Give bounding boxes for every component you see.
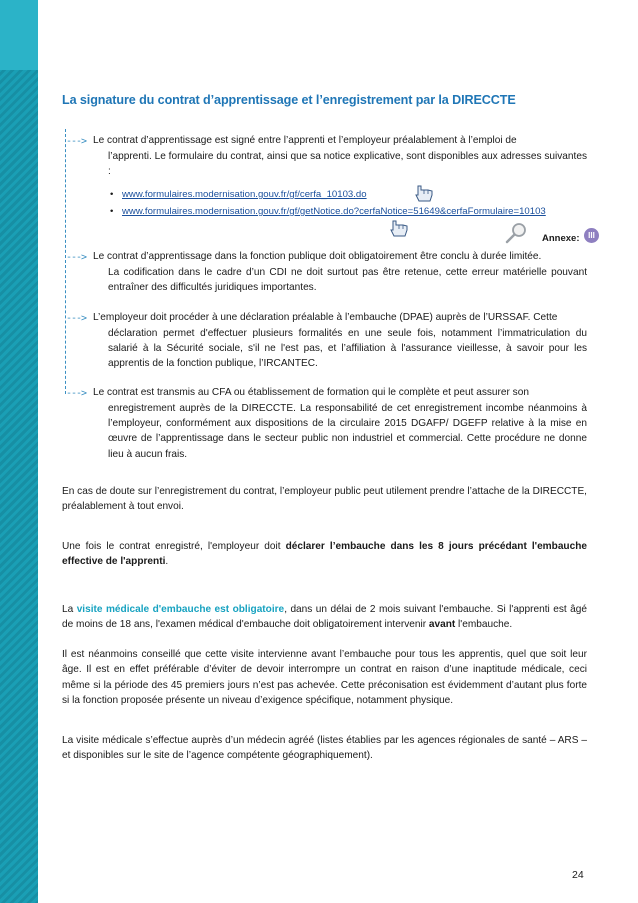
step-1-text: l’apprenti. Le formulaire du contrat, ainsi que sa notice explicative, sont disponibles aux adresses suivantes :	[108, 150, 587, 177]
declaration-emphasis: déclarer l’embauche dans les 8 jours précédant l'embauche effective de l'apprenti	[62, 541, 587, 568]
annexe-badge[interactable]: III	[584, 228, 599, 243]
step-1-first-line: Le contrat d’apprentissage est signé entre l’apprenti et l’employeur préalablement à l’emploi de	[93, 135, 517, 146]
decorative-sidebar	[0, 0, 38, 903]
declaration-paragraph	[62, 539, 587, 570]
step-2-text: La codification dans le cadre d’un CDI ne doit surtout pas être retenue, cette erreur matérielle pouvant entraîner des difficultés juridiques importantes.	[108, 266, 587, 293]
step-4-text: enregistrement auprès de la DIRECCTE. La responsabilité de cet enregistrement incombe néanmoins à l’employeur, conformément aux dispositions de la circulaire 2015 DGAFP/ DGEFP relative à la mise en œuvre de l’apprentissage dans le secteur public non industriel et commercial. Cette procédure ne donne lieu à aucun frais.	[108, 402, 587, 460]
form-link-1[interactable]: • www.formulaires.modernisation.gouv.fr/gf/cerfa_10103.do	[122, 189, 367, 200]
doubt-paragraph: En cas de doute sur l’enregistrement du contrat, l’employeur public peut utilement prendre l’attache de la DIRECCTE, préalablement à tout envoi.	[62, 486, 587, 513]
advice-paragraph: Il est néanmoins conseillé que cette visite intervienne avant l’embauche pour tous les apprentis, quel que soit leur âge. Il est en effet préférable d’éviter de devoir interrompre un contrat en raison d’une inaptitude médicale, ceci même si la période des 45 premiers jours n’est pas achevée. Cette préconisation est évidemment d’autant plus forte si la fonction proposée présente un niveau d’exigence spécifique, notamment physique.	[62, 649, 587, 707]
medical-body: , dans un délai de 2 mois suivant l'embauche. Si l'apprenti est âgé de moins de 18 ans, l'examen médical d'embauche doit obligatoirement intervenir	[62, 604, 587, 631]
sidebar-top-block	[0, 0, 38, 70]
step-3-first-line: L’employeur doit procéder à une déclaration préalable à l’embauche (DPAE) auprès de l’URSSAF. Cette	[93, 312, 558, 323]
medical-intro: La	[62, 604, 77, 615]
step-arrow-icon: --->	[66, 313, 87, 324]
page-number: 24	[572, 869, 584, 881]
step-arrow-icon: --->	[66, 388, 87, 399]
pointing-hand-icon	[390, 219, 410, 237]
medical-emphasis: avant	[428, 619, 456, 631]
declaration-end: .	[165, 556, 169, 568]
pointing-hand-icon	[415, 184, 435, 202]
step-2-first-line: Le contrat d’apprentissage dans la fonction publique doit obligatoirement être conclu à durée limitée.	[93, 251, 542, 262]
annexe-label: Annexe:	[542, 233, 580, 244]
medical-end: l'embauche.	[455, 619, 513, 631]
declaration-intro: Une fois le contrat enregistré, l'employeur doit	[62, 541, 286, 552]
step-4-first-line: Le contrat est transmis au CFA ou établissement de formation qui le complète et peut assurer son	[93, 387, 529, 398]
step-arrow-icon: --->	[66, 252, 87, 263]
form-link-2[interactable]: • www.formulaires.modernisation.gouv.fr/gf/getNotice.do?cerfaNotice=51649&cerfaFormulaire=10103	[122, 206, 546, 217]
medical-visit-paragraph	[62, 602, 587, 633]
doctor-paragraph: La visite médicale s’effectue auprès d’un médecin agréé (listes établies par les agences régionales de santé – ARS – et disponibles sur le site de l’agence compétente géographiquement).	[62, 735, 587, 762]
step-3-text: déclaration permet d'effectuer plusieurs formalités en une seule fois, notamment l’immatriculation du salarié à la Sécurité sociale, s'il ne l'est pas, et l’affiliation à l'assurance vieillesse, à savoir pour les apprentis de la fonction publique, l’IRCANTEC.	[108, 327, 587, 370]
step-arrow-icon: --->	[66, 136, 87, 147]
magnifier-icon	[505, 222, 527, 244]
page-title: La signature du contrat d’apprentissage et l’enregistrement par la DIRECCTE	[62, 93, 516, 107]
medical-highlight: visite médicale d'embauche est obligatoire	[76, 604, 285, 615]
